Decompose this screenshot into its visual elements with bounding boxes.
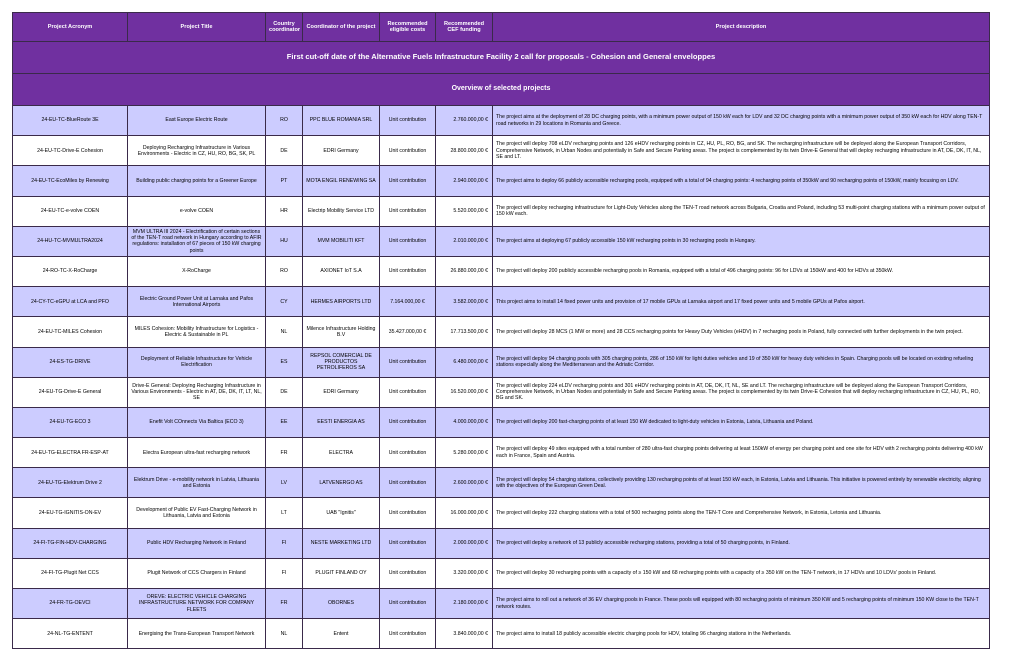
table-row (13, 226, 990, 256)
table-row (13, 106, 990, 136)
cell-country: FI (266, 558, 303, 588)
cell-coordinator: AXIONET IoT S.A (303, 256, 380, 286)
table-row (13, 528, 990, 558)
cell-country: NL (266, 317, 303, 347)
cell-eligible-costs: Unit contribution (380, 498, 436, 528)
table-row (13, 287, 990, 317)
cell-title: Electric Ground Power Unit at Larnaka and Pafos International Airports (128, 287, 266, 317)
column-header-acronym: Project Acronym (13, 13, 128, 42)
cell-description: The project aims to deploy 66 publicly accessible recharging pools, equipped with a total of 94 charging points: 4 recharging points of 350kW and 90 recharging points of 150kW, mainly focusing on LDV. (493, 166, 990, 196)
cell-acronym: 24-EU-TG-ELECTRA FR-ESP-AT (13, 438, 128, 468)
table-row (13, 196, 990, 226)
cell-acronym: 24-CY-TC-eGPU at LCA and PFO (13, 287, 128, 317)
cell-description: The project will deploy 94 charging pools with 305 charging points, 286 of 150 kW for light duties vehicles and 19 of 350 kW for heavy duty vehicles in Spain. Charging pools will be located on existing refueling stations especially along the Mediterranean and the Adriatic Corridor. (493, 347, 990, 377)
cell-title: Development of Public EV Fast-Charging Network in Lithuania, Latvia and Estonia (128, 498, 266, 528)
cell-cef-funding: 5.280.000,00 € (436, 438, 493, 468)
cell-coordinator: EDRI Germany (303, 136, 380, 166)
cell-description: The project will deploy 224 eLDV recharging points and 301 eHDV recharging points in AT, DE, DK, IT, NL, SE and LT. The recharging infrastructure will be deployed along the European Transport Corridors, Comprehensive Network, in Urban Nodes and potentially in Safe and Secure Parking areas. The project is complemented by its twin Drive-E Cohesion that will deploy recharging infrastructure in CZ, HU, PL, RO, BG and SK. (493, 377, 990, 407)
cell-coordinator: EESTI ENERGIA AS (303, 407, 380, 437)
cell-cef-funding: 6.480.000,00 € (436, 347, 493, 377)
cell-description: The project will deploy 708 eLDV recharging points and 126 eHDV recharging points in CZ, HU, PL, RO, BG, and SK. The recharging infrastructure will be deployed along the European Transport Corridors, Comprehensive Network, in Urban Nodes and potentially in Safe and Secure Parking areas. The project is complemented by its twin Drive-E General that will deploy recharging infrastructure in AT, DE, DK, IT, NL, SE and LT. (493, 136, 990, 166)
cell-country: PT (266, 166, 303, 196)
cell-cef-funding: 16.520.000,00 € (436, 377, 493, 407)
cell-acronym: 24-EU-TC-MILES Cohesion (13, 317, 128, 347)
cell-country: CY (266, 287, 303, 317)
cell-eligible-costs: Unit contribution (380, 377, 436, 407)
column-header-country: Country coordinator (266, 13, 303, 42)
cell-acronym: 24-FR-TG-OEVCI (13, 589, 128, 619)
cell-title: East Europe Electric Route (128, 106, 266, 136)
cell-cef-funding: 2.940.000,00 € (436, 166, 493, 196)
cell-eligible-costs: Unit contribution (380, 407, 436, 437)
cell-acronym: 24-EU-TC-e-volve COEN (13, 196, 128, 226)
cell-title: Enefit Volt COnnects Via Baltica (ECO 3) (128, 407, 266, 437)
title-row (13, 42, 990, 74)
cell-country: RO (266, 256, 303, 286)
table-body (13, 106, 990, 649)
table-row (13, 166, 990, 196)
table-row (13, 136, 990, 166)
cell-title: Elektrum Drive - e-mobility network in Latvia, Lithuania and Estonia (128, 468, 266, 498)
cell-description: The project will deploy 200 fast-charging points of at least 150 kW dedicated to light-duty vehicles in Estonia, Latvia, Lithuania and Poland. (493, 407, 990, 437)
cell-coordinator: PLUGIT FINLAND OY (303, 558, 380, 588)
cell-cef-funding: 2.010.000,00 € (436, 226, 493, 256)
table-row (13, 407, 990, 437)
cell-title: Drive-E General: Deploying Recharging Infrastructure in Various Environments - Electric in AT, DE, DK, IT, LT, NL, SE (128, 377, 266, 407)
cell-acronym: 24-EU-TG-IGNITIS-ON-EV (13, 498, 128, 528)
cell-eligible-costs: Unit contribution (380, 468, 436, 498)
cell-title: Electra European ultra-fast recharging network (128, 438, 266, 468)
cell-eligible-costs: Unit contribution (380, 256, 436, 286)
cell-eligible-costs: Unit contribution (380, 589, 436, 619)
column-header-coordinator: Coordinator of the project (303, 13, 380, 42)
table-row (13, 468, 990, 498)
cell-coordinator: MOTA ENGIL RENEWING SA (303, 166, 380, 196)
projects-table (12, 12, 990, 649)
cell-eligible-costs: 7.164.000,00 € (380, 287, 436, 317)
table-row (13, 256, 990, 286)
cell-coordinator: REPSOL COMERCIAL DE PRODUCTOS PETROLIFEROS SA (303, 347, 380, 377)
cell-eligible-costs: Unit contribution (380, 438, 436, 468)
table-row (13, 438, 990, 468)
cell-acronym: 24-EU-TG-Elektrum Drive 2 (13, 468, 128, 498)
cell-cef-funding: 4.000.000,00 € (436, 407, 493, 437)
cell-acronym: 24-EU-TG-ECO 3 (13, 407, 128, 437)
table-row (13, 377, 990, 407)
cell-cef-funding: 3.582.000,00 € (436, 287, 493, 317)
table-row (13, 347, 990, 377)
cell-description: The project will deploy 222 charging stations with a total of 500 recharging points along the TEN-T Core and Comprehensive Network, in Estonia, Letonia and Lithuania. (493, 498, 990, 528)
cell-acronym: 24-FI-TG-Plugit Net CCS (13, 558, 128, 588)
cell-country: HR (266, 196, 303, 226)
cell-title: Energising the Trans-European Transport Network (128, 619, 266, 649)
cell-eligible-costs: Unit contribution (380, 347, 436, 377)
cell-description: The project will deploy 200 publicly accessible recharging pools in Romania, equipped with a total of 496 charging points: 96 for LDVs at 150kW and 400 for HDVs at 350kW. (493, 256, 990, 286)
cell-country: RO (266, 106, 303, 136)
cell-country: DE (266, 377, 303, 407)
cell-country: LV (266, 468, 303, 498)
table-row (13, 589, 990, 619)
cell-acronym: 24-ES-TG-DRIVE (13, 347, 128, 377)
cell-description: This project aims to install 14 fixed power units and provision of 17 mobile GPUs at Larnaka airport and 17 fixed power units and 5 mobile GPUs at Pafos airport. (493, 287, 990, 317)
cell-description: The project aims at the deployment of 28 DC charging points, with a minimum power output of 150 kW each for LDV and 32 DC charging points with a minimum power output of 350 kW each for HDV along TEN-T road networks in 29 locations in Romania and Greece. (493, 106, 990, 136)
cell-eligible-costs: Unit contribution (380, 619, 436, 649)
cell-title: MILES Cohesion: Mobility Infrastructure for Logistics - Electric & Sustainable in PL (128, 317, 266, 347)
cell-coordinator: Electrip Mobility Service LTD (303, 196, 380, 226)
cell-country: DE (266, 136, 303, 166)
cell-cef-funding: 3.840.000,00 € (436, 619, 493, 649)
cell-acronym: 24-HU-TC-MVMULTRA2024 (13, 226, 128, 256)
cell-eligible-costs: Unit contribution (380, 558, 436, 588)
cell-country: FI (266, 528, 303, 558)
cell-coordinator: HERMES AIRPORTS LTD (303, 287, 380, 317)
cell-cef-funding: 2.600.000,00 € (436, 468, 493, 498)
cell-title: Building public charging points for a Greener Europe (128, 166, 266, 196)
cell-coordinator: Entent (303, 619, 380, 649)
cell-eligible-costs: Unit contribution (380, 528, 436, 558)
cell-acronym: 24-FI-TG-FIN-HDV-CHARGING (13, 528, 128, 558)
cell-cef-funding: 2.180.000,00 € (436, 589, 493, 619)
cell-title: Deployment of Reliable Infrastructure for Vehicle Electrification (128, 347, 266, 377)
cell-eligible-costs: Unit contribution (380, 226, 436, 256)
cell-description: The project aims to install 18 publicly accessible electric charging pools for HDV, totaling 96 charging stations in the Netherlands. (493, 619, 990, 649)
cell-description: The project will deploy 28 MCS (1 MW or more) and 28 CCS recharging points for Heavy Duty Vehicles (eHDV) in 7 recharging pools in Poland, fully connected with further deployments in the twin project. (493, 317, 990, 347)
cell-acronym: 24-EU-TC-Drive-E Cohesion (13, 136, 128, 166)
cell-coordinator: OBORNES (303, 589, 380, 619)
cell-coordinator: ELECTRA (303, 438, 380, 468)
column-header-eligible-costs: Recommended eligible costs (380, 13, 436, 42)
cell-cef-funding: 26.880.000,00 € (436, 256, 493, 286)
cell-coordinator: MVM MOBILITI KFT (303, 226, 380, 256)
cell-title: e-volve COEN (128, 196, 266, 226)
document-title: First cut-off date of the Alternative Fuels Infrastructure Facility 2 call for proposals - Cohesion and General enveloppes (13, 42, 990, 74)
cell-title: Deploying Recharging Infrastructure in Various Environments - Electric in CZ, HU, RO, BG, SK, PL (128, 136, 266, 166)
cell-title: MVM ULTRA III 2024 - Electrification of certain sections of the TEN-T road network in Hungary according to AFIR regulations: installation of 67 pieces of 150 kW charging points (128, 226, 266, 256)
cell-coordinator: Milence Infrastructure Holding B.V (303, 317, 380, 347)
cell-cef-funding: 2.000.000,00 € (436, 528, 493, 558)
cell-description: The project aims to roll out a network of 36 EV charging pools in France. These pools will equipped with 80 recharging points of minimum 350 KW and 5 recharging points of minimum 150 KW close to the TEN-T network routes. (493, 589, 990, 619)
cell-title: Plugit Network of CCS Chargers in Finland (128, 558, 266, 588)
cell-cef-funding: 2.760.000,00 € (436, 106, 493, 136)
cell-country: HU (266, 226, 303, 256)
cell-cef-funding: 16.000.000,00 € (436, 498, 493, 528)
cell-eligible-costs: Unit contribution (380, 166, 436, 196)
column-header-description: Project description (493, 13, 990, 42)
cell-coordinator: LATVENERGO AS (303, 468, 380, 498)
cell-coordinator: NESTE MARKETING LTD (303, 528, 380, 558)
cell-acronym: 24-NL-TG-ENTENT (13, 619, 128, 649)
cell-eligible-costs: Unit contribution (380, 106, 436, 136)
cell-description: The project will deploy a network of 13 publicly accessible recharging stations, providing a total of 50 charging points, in Finland. (493, 528, 990, 558)
cell-coordinator: UAB "Ignitis" (303, 498, 380, 528)
cell-title: OREVE: ELECTRIC VEHICLE CHARGING INFRASTRUCTURE NETWORK FOR COMPANY FLEETS (128, 589, 266, 619)
table-row (13, 558, 990, 588)
cell-title: X-RoCharge (128, 256, 266, 286)
cell-coordinator: PPC BLUE ROMANIA SRL (303, 106, 380, 136)
cell-description: The project will deploy 54 charging stations, collectively providing 130 recharging points of at least 150 kW each, in Estonia, Latvia and Lithuania. This initiative is powered entirely by renewable electricity, aligning with the objectives of the European Green Deal. (493, 468, 990, 498)
cell-country: NL (266, 619, 303, 649)
cell-eligible-costs: 35.427.000,00 € (380, 317, 436, 347)
cell-description: The project aims at deploying 67 publicly accessible 150 kW recharging points in 30 recharging pools in Hungary. (493, 226, 990, 256)
projects-document (12, 12, 989, 649)
cell-acronym: 24-EU-TC-EcoMiles by Renewing (13, 166, 128, 196)
subtitle-row (13, 74, 990, 106)
cell-acronym: 24-EU-TC-BlueRoute 3E (13, 106, 128, 136)
cell-country: FR (266, 438, 303, 468)
table-row (13, 317, 990, 347)
table-row (13, 619, 990, 649)
cell-coordinator: EDRI Germany (303, 377, 380, 407)
cell-description: The project will deploy recharging infrastructure for Light-Duty Vehicles along the TEN-T road network across Bulgaria, Croatia and Poland, including 53 multi-point charging stations with a minimum power output of 150 kW each. (493, 196, 990, 226)
cell-country: EE (266, 407, 303, 437)
cell-description: The project will deploy 30 recharging points with a capacity of ≥ 150 kW and 68 recharging points with a capacity of ≥ 350 kW on the TEN-T network, in 17 HDVs and 10 LDVs' pools in Finland. (493, 558, 990, 588)
column-header-row (13, 13, 990, 42)
cell-country: LT (266, 498, 303, 528)
cell-country: FR (266, 589, 303, 619)
cell-cef-funding: 17.713.500,00 € (436, 317, 493, 347)
table-row (13, 498, 990, 528)
column-header-cef-funding: Recommended CEF funding (436, 13, 493, 42)
cell-cef-funding: 28.800.000,00 € (436, 136, 493, 166)
cell-eligible-costs: Unit contribution (380, 196, 436, 226)
column-header-title: Project Title (128, 13, 266, 42)
cell-cef-funding: 5.520.000,00 € (436, 196, 493, 226)
cell-acronym: 24-EU-TG-Drive-E General (13, 377, 128, 407)
cell-acronym: 24-RO-TC-X-RoCharge (13, 256, 128, 286)
cell-description: The project will deploy 49 sites equipped with a total number of 280 ultra-fast charging points delivering at least 150kW of energy per charging point and one site for HDV with 2 recharging points delivering 400 kW each in France, Spain and Austria. (493, 438, 990, 468)
cell-cef-funding: 3.320.000,00 € (436, 558, 493, 588)
document-subtitle: Overview of selected projects (13, 74, 990, 106)
cell-title: Public HDV Recharging Network in Finland (128, 528, 266, 558)
cell-country: ES (266, 347, 303, 377)
cell-eligible-costs: Unit contribution (380, 136, 436, 166)
